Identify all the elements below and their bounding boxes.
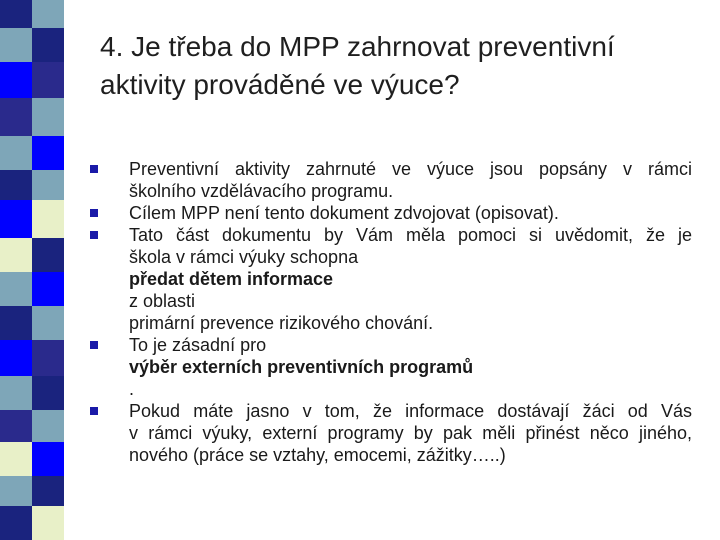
stripe-block [0, 170, 32, 200]
bullet-line: Pokud máte jasno v tom, že informace dostávají žáci od Vás [129, 401, 692, 421]
stripe-block [32, 136, 64, 170]
decorative-stripe [0, 0, 64, 540]
stripe-block [32, 98, 64, 136]
stripe-block [0, 136, 32, 170]
stripe-block [32, 340, 64, 376]
square-bullet-icon [90, 407, 98, 415]
stripe-block [32, 410, 64, 442]
bullet-line: nového (práce se vztahy, emocemi, zážitky…..) [129, 445, 506, 465]
bullet-line: Cílem MPP není tento dokument zdvojovat (opisovat). [129, 203, 559, 223]
stripe-block [0, 62, 32, 98]
bullet-text [129, 224, 692, 334]
stripe-block [32, 0, 64, 28]
stripe-block [0, 272, 32, 306]
bullet-line-part: škola v rámci výuky schopna [129, 247, 359, 267]
bullet-emphasis: předat dětem informace [129, 269, 334, 289]
bullet-list [90, 158, 692, 466]
bullet-line-part: To je zásadní pro [129, 335, 267, 355]
stripe-block [0, 442, 32, 476]
stripe-block [32, 62, 64, 98]
bullet-line [129, 334, 692, 400]
bullet-text [129, 400, 692, 466]
stripe-block [32, 238, 64, 272]
stripe-block [32, 506, 64, 540]
stripe-block [32, 170, 64, 200]
bullet-text [129, 158, 692, 202]
slide-title-line-2: aktivity prováděné ve výuce? [100, 69, 460, 100]
bullet-line: školního vzdělávacího programu. [129, 181, 394, 201]
bullet-item-4 [90, 334, 692, 400]
stripe-block [0, 238, 32, 272]
slide-title-line-1: 4. Je třeba do MPP zahrnovat preventivní [100, 31, 615, 62]
bullet-item-2 [90, 202, 692, 224]
bullet-item-5 [90, 400, 692, 466]
stripe-block [0, 376, 32, 410]
stripe-block [0, 98, 32, 136]
bullet-emphasis: výběr externích preventivních programů [129, 357, 474, 377]
stripe-block [32, 200, 64, 238]
square-bullet-icon [90, 209, 98, 217]
bullet-line-part: . [129, 379, 135, 399]
stripe-block [32, 306, 64, 340]
stripe-block [0, 340, 32, 376]
bullet-item-3 [90, 224, 692, 334]
bullet-text [129, 202, 692, 224]
stripe-block [0, 200, 32, 238]
bullet-line: primární prevence rizikového chování. [129, 313, 434, 333]
stripe-block [0, 28, 32, 62]
bullet-line [129, 246, 692, 312]
slide-title [100, 28, 700, 104]
bullet-line: v rámci výuky, externí programy by pak měli přinést něco jiného, [129, 423, 692, 443]
stripe-block [0, 506, 32, 540]
stripe-block [32, 272, 64, 306]
stripe-block [32, 442, 64, 476]
stripe-block [32, 28, 64, 62]
bullet-line: Tato část dokumentu by Vám měla pomoci si uvědomit, že je [129, 225, 692, 245]
stripe-block [32, 376, 64, 410]
stripe-block [32, 476, 64, 506]
bullet-line-part: z oblasti [129, 291, 196, 311]
stripe-block [0, 476, 32, 506]
bullet-line: Preventivní aktivity zahrnuté ve výuce jsou popsány v rámci [129, 159, 692, 179]
bullet-text [129, 334, 692, 400]
square-bullet-icon [90, 341, 98, 349]
stripe-block [0, 410, 32, 442]
square-bullet-icon [90, 165, 98, 173]
stripe-block [0, 0, 32, 28]
stripe-block [0, 306, 32, 340]
bullet-item-1 [90, 158, 692, 202]
square-bullet-icon [90, 231, 98, 239]
